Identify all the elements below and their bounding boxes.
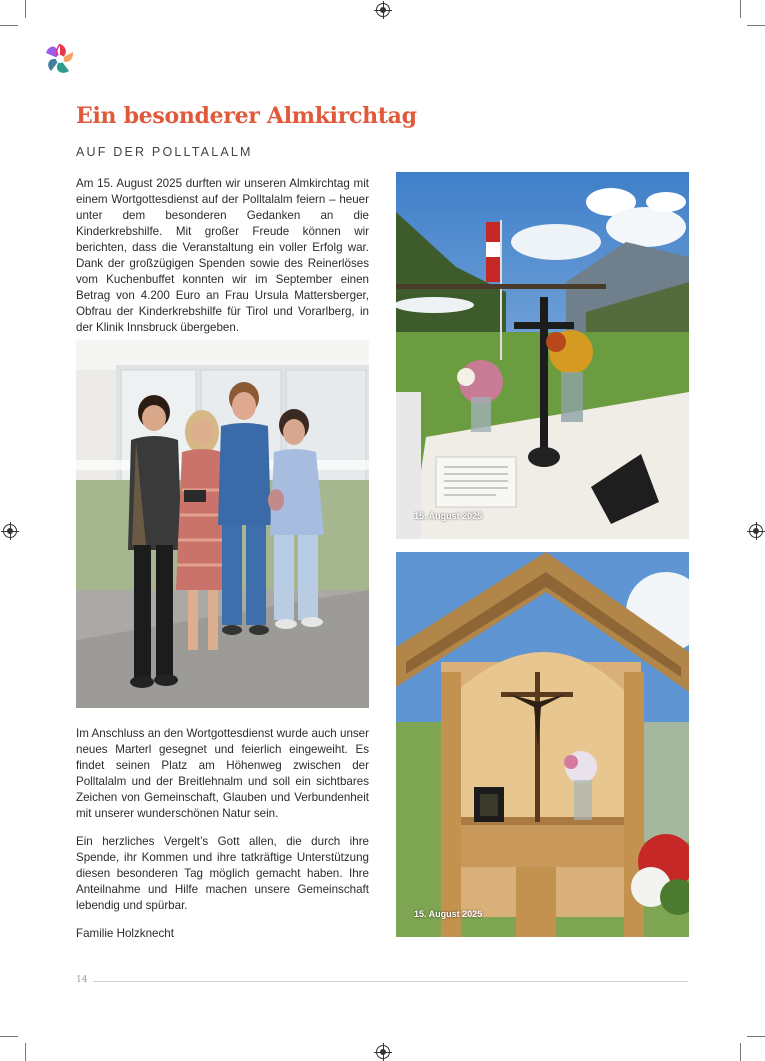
- crop-mark: [740, 0, 741, 18]
- altar-photo: [396, 172, 689, 539]
- crop-mark: [25, 1043, 26, 1061]
- crop-mark: [747, 25, 765, 26]
- page-number: 14: [76, 975, 88, 985]
- paragraph-thanks: Ein herzliches Vergelt’s Gott allen, die durch ihre Spende, ihr Kommen und ihre tatkräftige Unterstützung diesen besonderen Tag möglich gemacht haben. Ihre Anteilnahme und Hilfe machen unsere Gemeinschaft lebendig und spürbar.: [76, 835, 369, 912]
- crop-mark: [747, 1036, 765, 1037]
- article-title: Ein besonderer Almkirchtag: [76, 103, 417, 129]
- altar-photo-caption: 15. August 2025: [414, 511, 483, 521]
- crop-mark: [0, 25, 18, 26]
- registration-mark: [376, 1045, 390, 1059]
- registration-mark: [749, 524, 763, 538]
- paragraph-intro: Am 15. August 2025 durften wir unseren Almkirchtag mit einem Wortgottesdienst auf der Polltalalm feiern – heuer unter dem besonderen Gedanken an die Kinderkrebshilfe. Mit großer Freude können wir berichten, dass die Veranstaltung ein voller Erfolg war. Dank der großzügigen Spenden sowie des Reinerlöses vom Kuchenbuffet konnten wir im September einen Betrag von 4.200 Euro an Frau Ursula Mattersberger, Obfrau der Kinderkrebshilfe für Tirol und Vorarlberg, in der Klinik Innsbruck übergeben.: [76, 177, 369, 334]
- article-subtitle: AUF DER POLLTALALM: [76, 145, 253, 159]
- group-photo: [76, 340, 369, 708]
- shrine-photo: [396, 552, 689, 937]
- crop-mark: [25, 0, 26, 18]
- footer-divider: [93, 981, 688, 982]
- registration-mark: [3, 524, 17, 538]
- paragraph-marterl: Im Anschluss an den Wortgottesdienst wurde auch unser neues Marterl gesegnet und feierlich eingeweiht. Es findet seinen Platz am Höhenweg zwischen der Polltalalm und der Breitlehnalm und soll ein sichtbares Zeichen von Gemeinschaft, Glauben und Verbundenheit mit unserer wunderschönen Natur sein.: [76, 727, 369, 820]
- shrine-photo-caption: 15. August 2025: [414, 909, 483, 919]
- crop-mark: [0, 1036, 18, 1037]
- crop-mark: [740, 1043, 741, 1061]
- signature: Familie Holzknecht: [76, 927, 174, 940]
- registration-mark: [376, 3, 390, 17]
- logo-icon: [43, 42, 77, 76]
